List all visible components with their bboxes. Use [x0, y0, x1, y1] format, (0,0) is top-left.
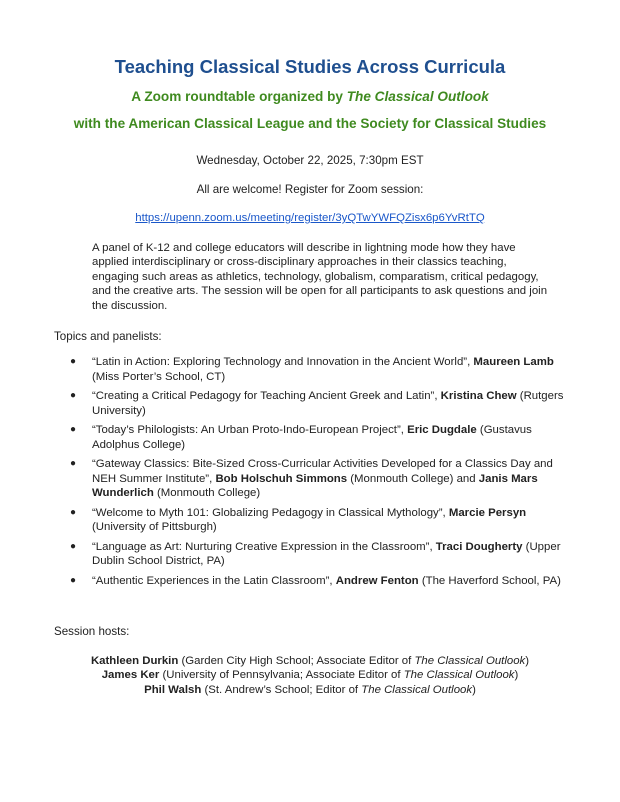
host-journal: The Classical Outlook [414, 655, 526, 667]
topic-title: “Creating a Critical Pedagogy for Teaching Ancient Greek and Latin”, [92, 389, 441, 402]
panelist-name: Andrew Fenton [335, 574, 419, 587]
host-role: (St. Andrew’s School; Editor of [201, 683, 362, 696]
host-name: Phil Walsh [144, 683, 202, 696]
bullet-icon: ● [70, 356, 77, 367]
topic-item [54, 574, 564, 589]
host-role: (Garden City High School; Associate Editor of [178, 655, 415, 667]
topic-item [54, 540, 564, 569]
bullet-icon: ● [70, 540, 77, 552]
topic-item [54, 423, 564, 452]
host-line [0, 654, 620, 668]
host-line [0, 668, 620, 682]
topic-title: “Gateway Classics: Bite-Sized Cross-Curricular Activities Developed for a Classics Day and NEH Summer Institute”, [92, 457, 553, 485]
host-journal: The Classical Outlook [361, 683, 473, 696]
event-date: Wednesday, October 22, 2025, 7:30pm EST [196, 154, 424, 167]
panelist-name: Maureen Lamb [473, 356, 554, 368]
topic-title: “Today’s Philologists: An Urban Proto-Indo-European Project”, [92, 423, 408, 436]
panelist-affiliation: (Monmouth College) and [347, 472, 479, 485]
bullet-icon: ● [70, 423, 77, 435]
bullet-icon: ● [70, 389, 77, 401]
hosts-list [0, 654, 620, 697]
topic-title: “Latin in Action: Exploring Technology and Innovation in the Ancient World”, [92, 356, 474, 368]
subtitle-prefix: A Zoom roundtable organized by [131, 89, 347, 104]
host-journal: The Classical Outlook [403, 669, 515, 682]
panelist-affiliation: (Upper Dublin School District, PA) [92, 540, 561, 568]
bullet-icon: ● [70, 457, 77, 469]
topic-item [54, 457, 564, 501]
welcome-text: All are welcome! Register for Zoom session: [196, 183, 424, 196]
panelist-affiliation: (Miss Porter’s School, CT) [92, 370, 226, 383]
host-name: Kathleen Durkin [90, 655, 179, 667]
topic-item [54, 355, 564, 384]
panelist-affiliation: (Gustavus Adolphus College) [92, 423, 532, 451]
topic-item [54, 389, 564, 418]
panelist-affiliation: (University of Pittsburgh) [92, 521, 217, 534]
host-role-end: ) [472, 683, 476, 696]
topics-list [54, 355, 564, 593]
panelist-affiliation: (Monmouth College) [153, 487, 261, 500]
host-role: (University of Pennsylvania; Associate Editor of [159, 669, 404, 682]
panelist-name: Marcie Persyn [448, 506, 527, 519]
hosts-label: Session hosts: [54, 625, 130, 638]
page-title: Teaching Classical Studies Across Curricula [114, 56, 506, 77]
bullet-icon: ● [70, 574, 77, 586]
subtitle-journal: The Classical Outlook [346, 89, 489, 104]
subtitle-partners: with the American Classical League and the Society for Classical Studies [73, 116, 547, 131]
bullet-icon: ● [70, 506, 77, 518]
panelist-name: Traci Dougherty [435, 540, 523, 553]
subtitle-organizer [0, 89, 620, 104]
topic-item [54, 506, 564, 535]
panelist-name: Bob Holschuh Simmons [215, 472, 348, 485]
panelist-name: Janis Mars Wunderlich [92, 472, 538, 500]
host-name: James Ker [101, 669, 160, 682]
host-role-end: ) [525, 655, 530, 667]
panelist-name: Eric Dugdale [407, 423, 477, 436]
panelist-affiliation: (The Haverford School, PA) [418, 574, 561, 587]
topic-title: “Welcome to Myth 101: Globalizing Pedagogy in Classical Mythology”, [92, 506, 449, 519]
topic-title: “Language as Art: Nurturing Creative Expression in the Classroom”, [92, 540, 436, 553]
panelist-affiliation: (Rutgers University) [92, 389, 564, 417]
topics-label: Topics and panelists: [54, 330, 162, 343]
registration-link[interactable]: https://upenn.zoom.us/meeting/register/3yQTwYWFQZisx6p6YvRtTQ [135, 212, 485, 224]
description-paragraph: A panel of K-12 and college educators will describe in lightning mode how they have applied interdisciplinary or cross-disciplinary approaches in their classics teaching, engaging such areas as athletics, technology, globalism, comparatism, critical pedagogy, and the creative arts. The session will be open for all participants to ask questions and join the discussion. [92, 242, 548, 312]
host-line [0, 683, 620, 697]
panelist-name: Kristina Chew [440, 389, 517, 402]
topic-title: “Authentic Experiences in the Latin Classroom”, [92, 574, 336, 587]
host-role-end: ) [514, 669, 519, 682]
